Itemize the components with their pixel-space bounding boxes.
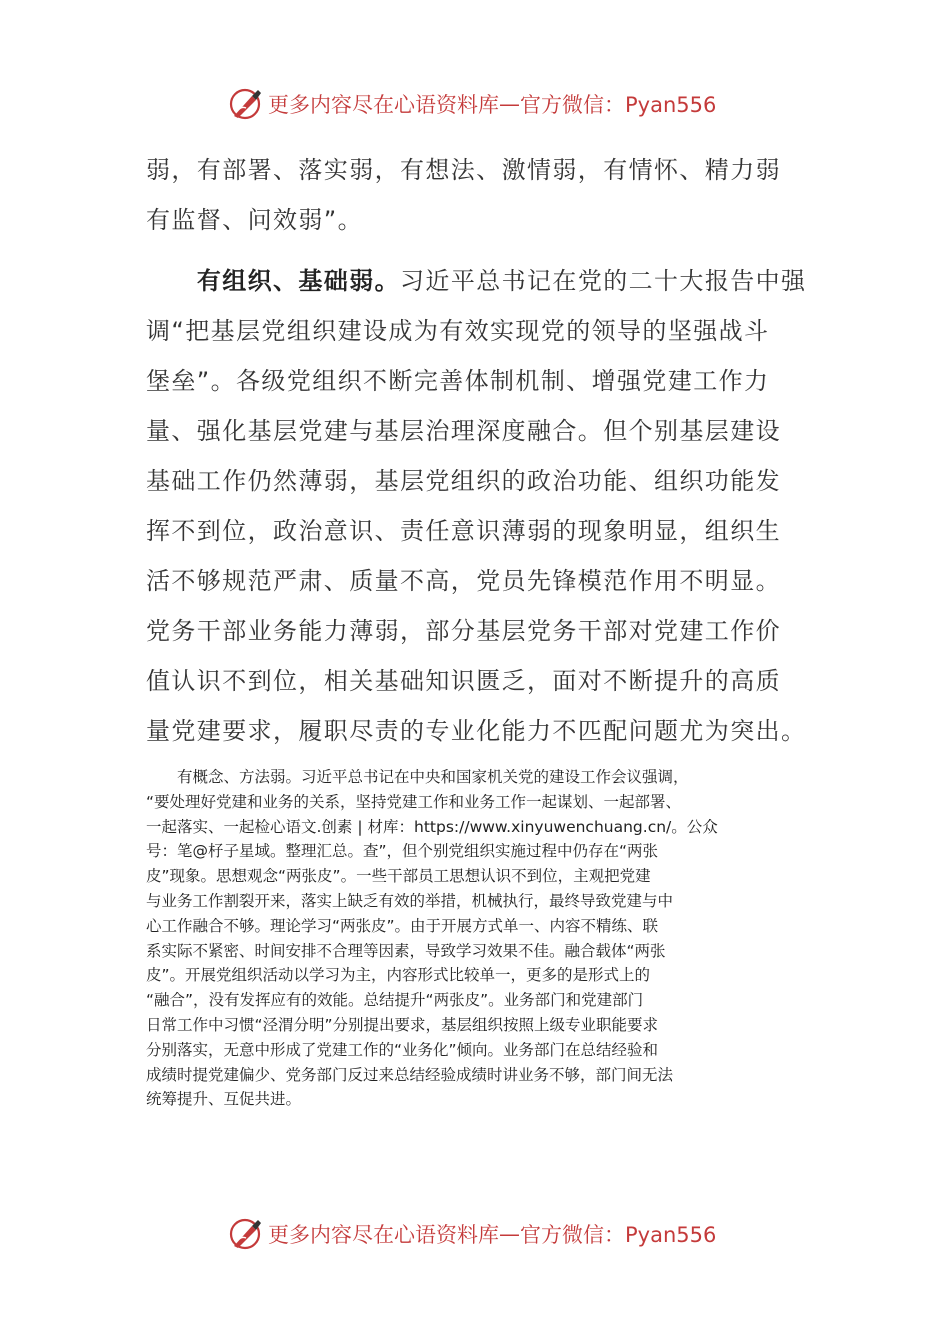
text-line: 堡垒”。各级党组织不断完善体制机制、增强党建工作力 bbox=[146, 367, 770, 395]
paragraph-continuation bbox=[146, 145, 816, 245]
small-text-line: 系实际不紧密、时间安排不合理等因素，导致学习效果不佳。融合载体“两张 bbox=[146, 941, 666, 960]
text-line: 量、强化基层党建与基层治理深度融合。但个别基层建设 bbox=[146, 417, 781, 445]
banner-main-text: 更多内容尽在心语资料库 bbox=[268, 93, 499, 117]
pen-logo-icon bbox=[228, 86, 264, 122]
text-line: 值认识不到位，相关基础知识匮乏，面对不断提升的高质 bbox=[146, 667, 781, 695]
small-text-line: 有概念、方法弱。习近平总书记在中央和国家机关党的建设工作会议强调， bbox=[146, 768, 689, 786]
banner-dash: — bbox=[499, 1222, 520, 1246]
footer-banner bbox=[228, 1212, 748, 1256]
small-text-line: 心工作融合不够。理论学习“两张皮”。由于开展方式单一、内容不精练、联 bbox=[146, 916, 659, 935]
small-text-line: 一起落实、一起检心语文.创素 | 材库：https://www.xinyuwenchuang.cn/。公众 bbox=[146, 817, 718, 836]
small-text-line: 成绩时提党建偏少、党务部门反过来总结经验成绩时讲业务不够，部门间无法 bbox=[146, 1065, 674, 1084]
small-text-line: 与业务工作割裂开来，落实上缺乏有效的举措，机械执行，最终导致党建与中 bbox=[146, 891, 674, 910]
small-text-line: 号：笔@杍子星域。整理汇总。查”，但个别党组织实施过程中仍存在“两张 bbox=[146, 842, 659, 861]
small-text-line: 日常工作中习惯“泾渭分明”分别提出要求，基层组织按照上级专业职能要求 bbox=[146, 1015, 659, 1034]
paragraph-concept bbox=[146, 765, 816, 1112]
banner-wechat-text: 官方微信：Pyan556 bbox=[520, 1223, 717, 1247]
text-line: 有监督、问效弱”。 bbox=[146, 206, 364, 234]
paragraph-organization bbox=[146, 256, 816, 756]
text-line-first bbox=[146, 256, 816, 306]
small-text-line: 皮”现象。思想观念“两张皮”。一些干部员工思想认识不到位，主观把党建 bbox=[146, 867, 651, 886]
text-line: 调“把基层党组织建设成为有效实现党的领导的坚强战斗 bbox=[146, 317, 770, 345]
small-text-line: “要处理好党建和业务的关系，坚持党建工作和业务工作一起谋划、一起部署、 bbox=[146, 792, 682, 811]
text-line: 基础工作仍然薄弱，基层党组织的政治功能、组织功能发 bbox=[146, 467, 781, 495]
banner-wechat-text: 官方微信：Pyan556 bbox=[520, 93, 717, 117]
text-line: 活不够规范严肃、质量不高，党员先锋模范作用不明显。 bbox=[146, 567, 781, 595]
text-segment: 习近平总书记在党的二十大报告中强 bbox=[400, 267, 807, 295]
text-line: 挥不到位，政治意识、责任意识薄弱的现象明显，组织生 bbox=[146, 517, 781, 545]
small-text-line: 皮”。开展党组织活动以学习为主，内容形式比较单一，更多的是形式上的 bbox=[146, 966, 651, 985]
paragraph-heading: 有组织、基础弱。 bbox=[196, 267, 401, 295]
small-text-line: 分别落实，无意中形成了党建工作的“业务化”倾向。业务部门在总结经验和 bbox=[146, 1040, 659, 1059]
banner-dash: — bbox=[499, 92, 520, 116]
banner-main-text: 更多内容尽在心语资料库 bbox=[268, 1223, 499, 1247]
small-text-line: “融合”，没有发挥应有的效能。总结提升“两张皮”。业务部门和党建部门 bbox=[146, 991, 644, 1010]
text-line: 党务干部业务能力薄弱，部分基层党务干部对党建工作价 bbox=[146, 617, 781, 645]
pen-logo-icon bbox=[228, 1216, 264, 1252]
text-line: 弱，有部署、落实弱，有想法、激情弱，有情怀、精力弱 bbox=[146, 156, 781, 184]
text-line: 量党建要求，履职尽责的专业化能力不匹配问题尤为突出。 bbox=[146, 717, 807, 745]
header-banner bbox=[228, 82, 748, 126]
small-text-line: 统筹提升、互促共进。 bbox=[146, 1090, 302, 1109]
